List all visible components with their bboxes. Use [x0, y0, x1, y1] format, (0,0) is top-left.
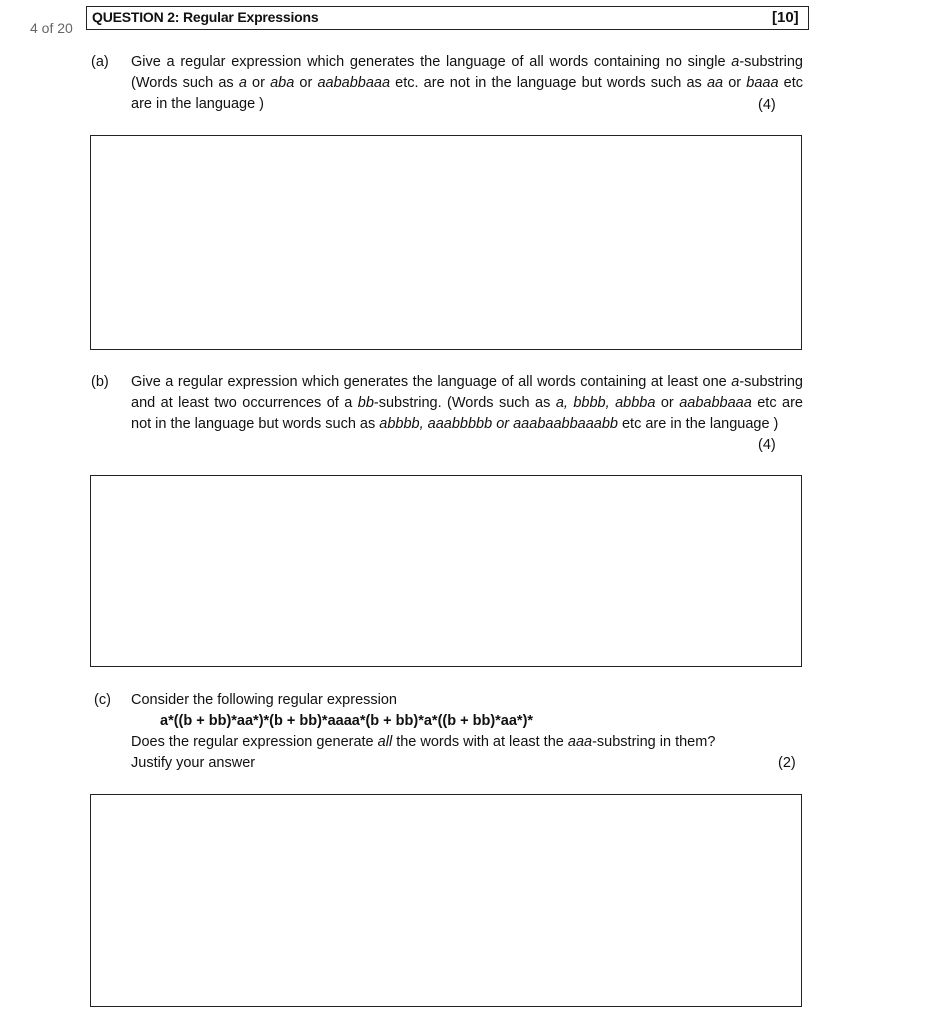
page-number: 4 of 20 [30, 20, 73, 36]
part-c-marks: (2) [778, 755, 796, 771]
part-c-answer-box[interactable] [90, 794, 802, 1007]
part-c-question: Does the regular expression generate all the words with at least the aaa-substring in them? [131, 734, 716, 750]
part-b-text: Give a regular expression which generates the language of all words containing at least one a-substring and at least two occurrences of a bb-substring. (Words such as a, bbbb, abbba or aababbaaa etc are not in the language but words such as abbbb, aaabbbbb or aaabaabbaaabb etc are in the language ) [131, 374, 803, 432]
part-a-marks: (4) [758, 97, 776, 113]
part-c-intro: Consider the following regular expression [131, 692, 397, 708]
part-c-justify: Justify your answer [131, 755, 256, 771]
question-total-marks: [10] [772, 9, 799, 26]
part-b-answer-box[interactable] [90, 475, 802, 667]
part-a-letter: (a) [91, 54, 109, 70]
part-c-expression: a*((b + bb)*aa*)*(b + bb)*aaaa*(b + bb)*a*((b + bb)*aa*)* [160, 713, 534, 729]
part-b-marks: (4) [758, 437, 776, 453]
part-b-letter: (b) [91, 374, 109, 390]
part-a-text: Give a regular expression which generates the language of all words containing no single a-substring (Words such as a or aba or aababbaaa etc. are not in the language but words such as aa or baaa etc are in the language ) [131, 54, 803, 112]
part-c-letter: (c) [94, 692, 111, 708]
question-title: QUESTION 2: Regular Expressions [92, 9, 319, 25]
part-a-answer-box[interactable] [90, 135, 802, 350]
